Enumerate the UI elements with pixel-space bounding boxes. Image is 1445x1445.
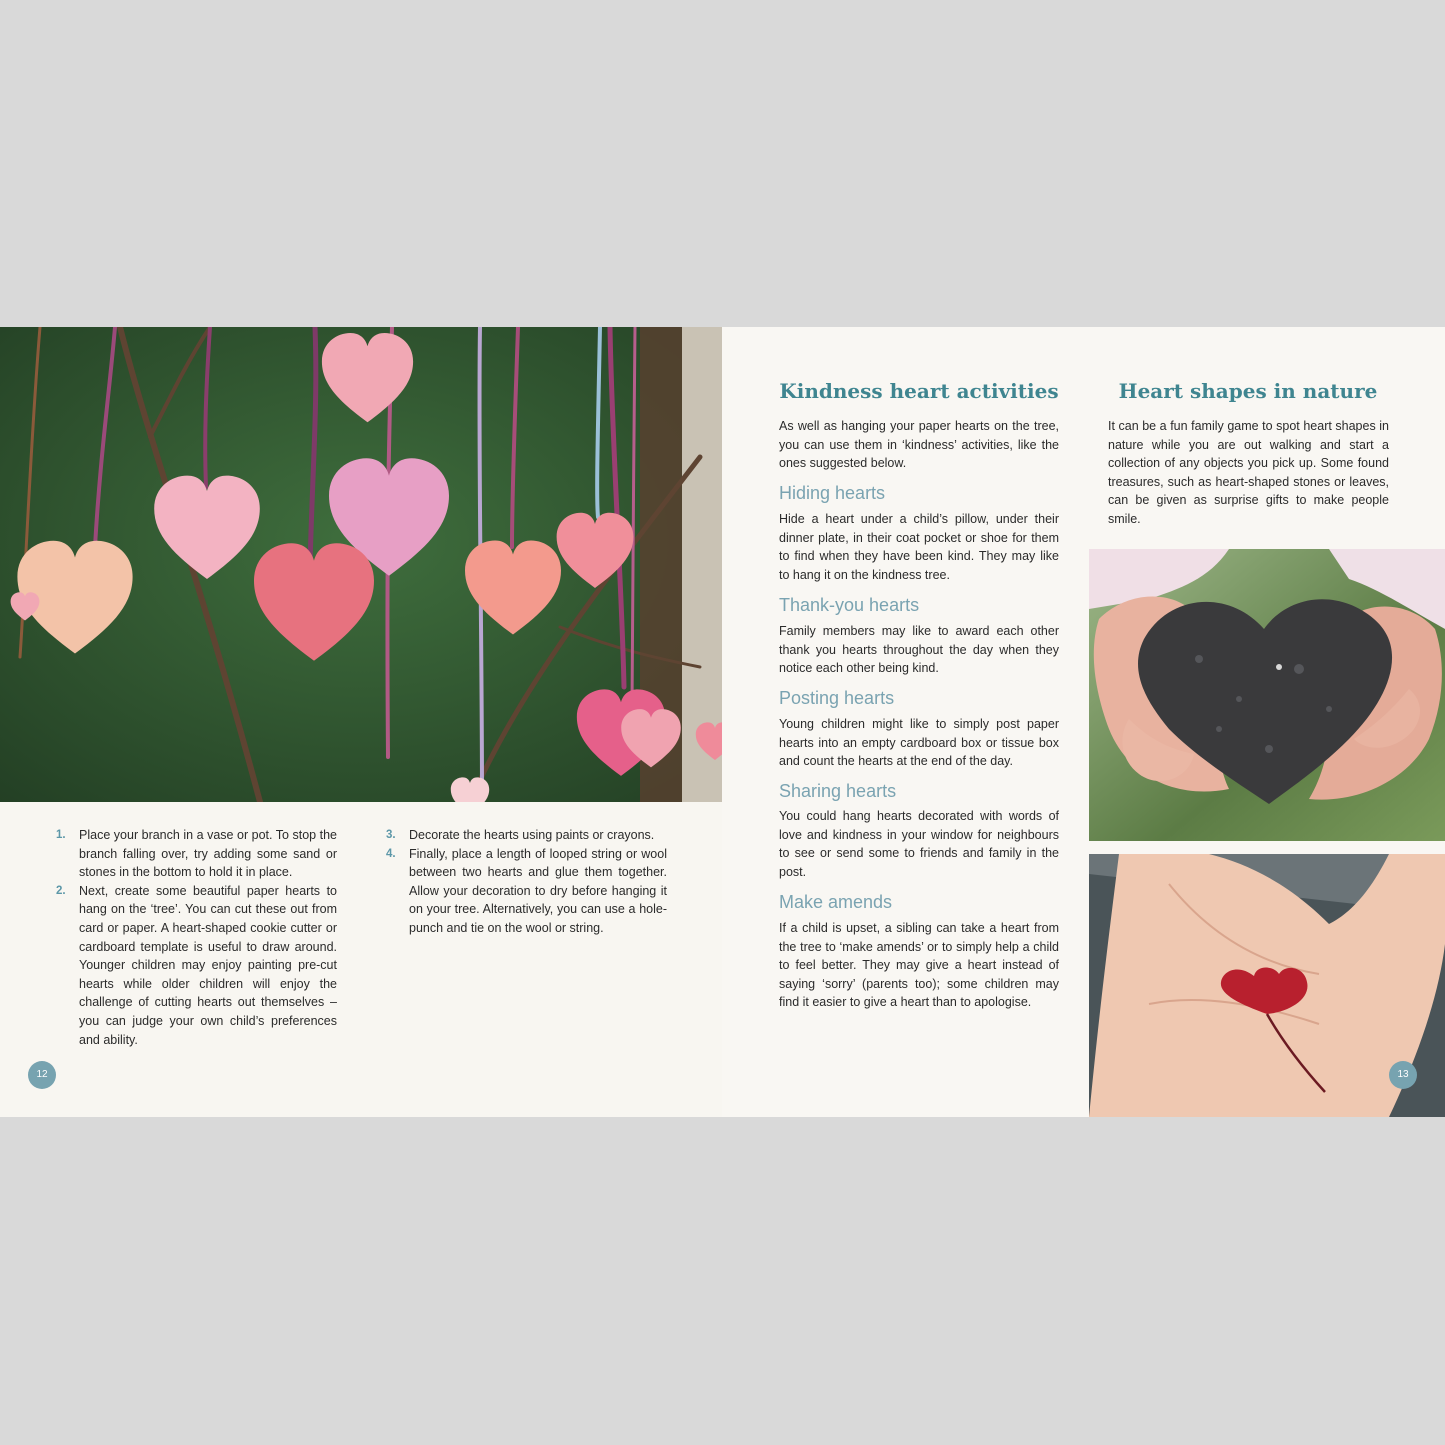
steps-column-1 (56, 826, 337, 1049)
step-4 (386, 845, 667, 938)
text-sharing-hearts: You could hang hearts decorated with words of love and kindness in your window for neighbours to see or send some to friends and family in the post. (779, 809, 1059, 879)
heading-hiding-hearts: Hiding hearts (779, 483, 886, 503)
step-number: 3. (386, 829, 396, 841)
step-number: 1. (56, 829, 66, 841)
steps-column-2 (386, 826, 667, 938)
step-1 (56, 826, 337, 882)
text-make-amends: If a child is upset, a sibling can take a heart from the tree to ‘make amends’ or to simply help a child to feel better. They may give a heart instead of saying ‘sorry’ (parents too); some children may find it easier to give a heart than to apologise. (779, 921, 1059, 1010)
text-posting-hearts: Young children might like to simply post paper hearts into an empty cardboard box or tissue box and count the hearts at the end of the day. (779, 717, 1059, 769)
heading-thank-you-hearts: Thank-you hearts (779, 595, 920, 615)
step-text: Place your branch in a vase or pot. To stop the branch falling over, try adding some sand or stones in the bottom to hold it in place. (79, 828, 337, 880)
kindness-intro: As well as hanging your paper hearts on the tree, you can use them in ‘kindness’ activities, like the ones suggested below. (779, 419, 1059, 471)
book-spread (0, 327, 1445, 1117)
paper-hearts-photo (0, 327, 722, 802)
step-3 (386, 826, 667, 845)
step-text: Finally, place a length of looped string or wool between two hearts and glue them together. Allow your decoration to dry before hanging it on your tree. Alternatively, you can use a hole-punch and tie on the wool or string. (409, 846, 667, 935)
kindness-title: Kindness heart activities (779, 379, 1059, 403)
heading-posting-hearts: Posting hearts (779, 688, 895, 708)
text-thank-you-hearts: Family members may like to award each other thank you hearts throughout the day when they notice each other being kind. (779, 624, 1059, 676)
page-number-right: 13 (1389, 1061, 1417, 1089)
step-number: 4. (386, 847, 396, 860)
right-page (722, 327, 1445, 1117)
step-number: 2. (56, 884, 66, 897)
heading-sharing-hearts: Sharing hearts (779, 781, 897, 801)
nature-title: Heart shapes in nature (1118, 379, 1378, 403)
page-number-left: 12 (28, 1061, 56, 1089)
step-text: Next, create some beautiful paper hearts to hang on the ‘tree’. You can cut these out from card or paper. A heart-shaped cookie cutter or cardboard template is useful to draw around. Younger children may enjoy painting pre-cut hearts while older children will enjoy the challenge of cutting hearts out themselves – you can judge your own child’s preferences and ability. (79, 883, 337, 1047)
nature-text: It can be a fun family game to spot heart shapes in nature while you are out walking and start a collection of any objects you pick up. Some found treasures, such as heart-shaped stones or leaves, can be given as surprise gifts to make people smile. (1108, 419, 1389, 526)
heart-stone-photo (1089, 549, 1445, 841)
left-page (0, 327, 722, 1117)
heading-make-amends: Make amends (779, 892, 893, 912)
step-2 (56, 882, 337, 1049)
step-text: Decorate the hearts using paints or crayons. (409, 828, 655, 842)
text-hiding-hearts: Hide a heart under a child’s pillow, under their dinner plate, in their coat pocket or shoe for them to find when they have been kind. They may like to hang it on the kindness tree. (779, 512, 1059, 582)
